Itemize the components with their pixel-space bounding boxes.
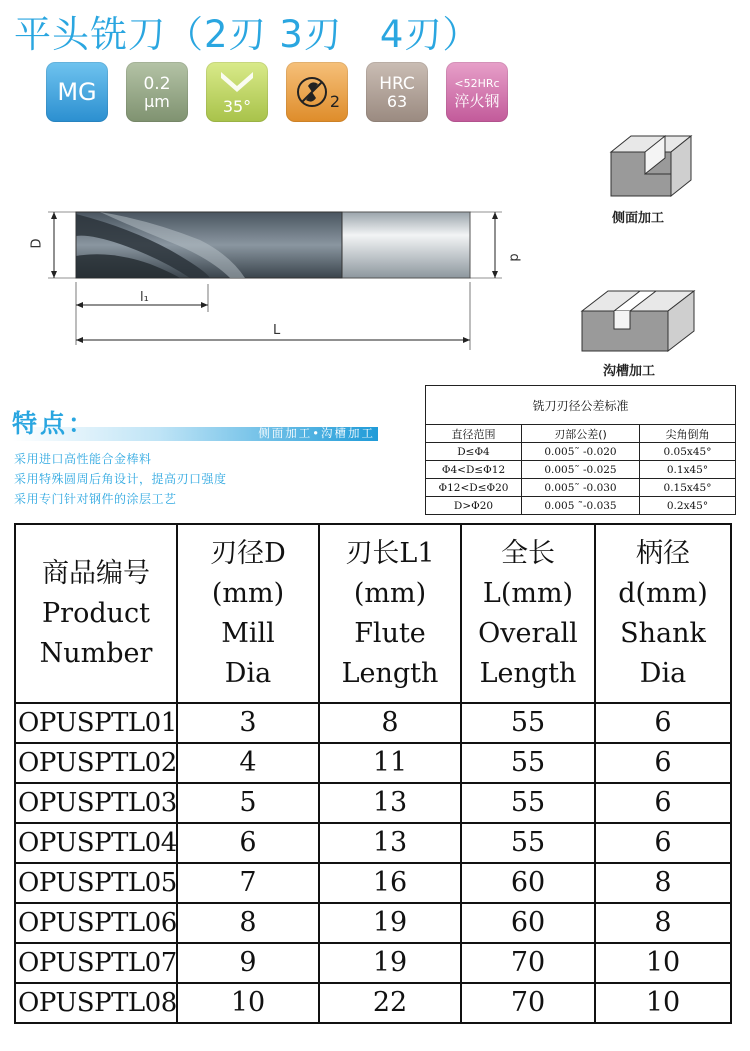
header-line: L(mm) — [482, 577, 574, 609]
tolerance-cell: 0.005˜ -0.025 — [522, 461, 640, 479]
feature-line: 采用专门针对钢件的涂层工艺 — [14, 492, 177, 506]
flute-length-cell: 19 — [319, 943, 461, 983]
badge-text: μm — [144, 91, 170, 111]
product-number-cell: OPUSPTL04 — [15, 823, 177, 863]
header-line: 柄径 — [636, 537, 690, 569]
table-row — [15, 903, 731, 943]
header-line: Mill — [221, 617, 275, 649]
tolerance-cell: D>Φ20 — [426, 497, 522, 515]
header-line: Shank — [620, 617, 706, 649]
grain-size-badge — [126, 62, 188, 122]
flute-length-cell: 19 — [319, 903, 461, 943]
product-number-cell: OPUSPTL06 — [15, 903, 177, 943]
tolerance-row — [426, 479, 736, 497]
tolerance-cell: Φ4<D≤Φ12 — [426, 461, 522, 479]
shank-dia-cell: 8 — [595, 903, 731, 943]
header-line: Flute — [354, 617, 426, 649]
product-number-cell: OPUSPTL03 — [15, 783, 177, 823]
overall-length-cell: 70 — [461, 943, 595, 983]
badge-text: 淬火钢 — [454, 91, 500, 110]
header-line: 全长 — [501, 537, 555, 569]
header-line: Dia — [224, 657, 272, 689]
header-line: 刃长L1 — [345, 537, 435, 569]
shank-dia-cell: 6 — [595, 703, 731, 743]
header-line: (mm) — [211, 577, 285, 609]
shank-dia-cell: 10 — [595, 943, 731, 983]
table-row — [15, 743, 731, 783]
features-subtitle: 侧面加工•沟槽加工 — [258, 426, 375, 440]
header-line: Product — [42, 597, 150, 629]
mill-dia-cell: 9 — [177, 943, 319, 983]
badge-text: <52HRc — [454, 76, 500, 90]
dimension-label-d: d — [506, 253, 522, 262]
tolerance-cell: 0.1x45° — [640, 461, 736, 479]
header-line: 刃径D — [210, 537, 286, 569]
shank-dia-cell: 6 — [595, 743, 731, 783]
mill-dia-cell: 4 — [177, 743, 319, 783]
flute-length-cell: 13 — [319, 783, 461, 823]
product-number-cell: OPUSPTL08 — [15, 983, 177, 1023]
header-line: d(mm) — [618, 577, 708, 609]
table-row — [15, 863, 731, 903]
tolerance-header: 尖角倒角 — [640, 425, 736, 443]
flute-length-cell: 11 — [319, 743, 461, 783]
table-row — [15, 783, 731, 823]
tolerance-header: 刃部公差() — [522, 425, 640, 443]
product-table-header — [15, 524, 731, 703]
badge-text: 0.2 — [143, 73, 171, 94]
mill-dia-cell: 5 — [177, 783, 319, 823]
product-number-cell: OPUSPTL07 — [15, 943, 177, 983]
feature-line: 采用特殊圆周后角设计，提高刃口强度 — [14, 472, 227, 486]
tolerance-row — [426, 497, 736, 515]
flute-cross-section-icon — [294, 74, 330, 110]
mill-dia-cell: 7 — [177, 863, 319, 903]
tolerance-table — [425, 385, 736, 515]
mill-dia-cell: 10 — [177, 983, 319, 1023]
overall-length-cell: 55 — [461, 703, 595, 743]
tolerance-cell: 0.005˜ -0.030 — [522, 479, 640, 497]
page-title: 平头铣刀（2刃 3刃 4刃） — [14, 13, 481, 56]
tolerance-cell: 0.2x45° — [640, 497, 736, 515]
table-row — [15, 943, 731, 983]
header-shank-dia — [595, 524, 731, 703]
flute-count-badge — [286, 62, 348, 122]
overall-length-cell: 60 — [461, 863, 595, 903]
flute-length-cell: 22 — [319, 983, 461, 1023]
tolerance-row — [426, 443, 736, 461]
tolerance-cell: 0.005˜ -0.020 — [522, 443, 640, 461]
slot-machining-icon — [578, 285, 698, 357]
overall-length-cell: 55 — [461, 743, 595, 783]
badge-text: 35° — [222, 96, 252, 116]
tolerance-cell: 0.15x45° — [640, 479, 736, 497]
tolerance-cell: Φ12<D≤Φ20 — [426, 479, 522, 497]
table-row — [15, 983, 731, 1023]
helix-angle-badge — [206, 62, 268, 122]
side-machining-icon — [605, 130, 695, 205]
table-row — [15, 823, 731, 863]
header-overall-length — [461, 524, 595, 703]
overall-length-cell: 70 — [461, 983, 595, 1023]
header-flute-length — [319, 524, 461, 703]
product-number-cell: OPUSPTL01 — [15, 703, 177, 743]
header-mill-dia — [177, 524, 319, 703]
dimension-label-l1: l₁ — [140, 290, 149, 305]
badge-text: 2 — [329, 92, 341, 111]
header-product-number — [15, 524, 177, 703]
header-line: Overall — [478, 617, 578, 649]
hardened-steel-badge — [446, 62, 508, 122]
badge-text: HRC — [379, 73, 415, 94]
side-machining-label: 侧面加工 — [612, 211, 665, 226]
mg-coating-badge — [46, 62, 108, 122]
overall-length-cell: 55 — [461, 783, 595, 823]
shank-dia-cell: 6 — [595, 823, 731, 863]
shank-dia-cell: 8 — [595, 863, 731, 903]
mill-dia-cell: 3 — [177, 703, 319, 743]
tolerance-cell: 0.05x45° — [640, 443, 736, 461]
helix-angle-icon — [217, 70, 257, 98]
hardness-badge — [366, 62, 428, 122]
header-line: 商品编号 — [42, 557, 150, 589]
header-line: Number — [39, 637, 153, 669]
slot-machining-label: 沟槽加工 — [603, 364, 656, 379]
table-row — [15, 703, 731, 743]
flute-length-cell: 8 — [319, 703, 461, 743]
product-table — [14, 523, 732, 1024]
overall-length-cell: 60 — [461, 903, 595, 943]
badge-text: MG — [57, 78, 97, 106]
product-number-cell: OPUSPTL02 — [15, 743, 177, 783]
tolerance-cell: 0.005 ˜-0.035 — [522, 497, 640, 515]
header-line: Length — [479, 657, 577, 689]
features-title: 特点： — [12, 409, 97, 438]
feature-line: 采用进口高性能合金棒料 — [14, 452, 152, 466]
header-line: Dia — [639, 657, 687, 689]
tolerance-header: 直径范围 — [426, 425, 522, 443]
flute-length-cell: 13 — [319, 823, 461, 863]
shank-dia-cell: 6 — [595, 783, 731, 823]
badge-text: 63 — [386, 91, 408, 111]
tolerance-cell: D≤Φ4 — [426, 443, 522, 461]
dimension-label-L: L — [273, 323, 281, 338]
mill-dia-cell: 6 — [177, 823, 319, 863]
product-number-cell: OPUSPTL05 — [15, 863, 177, 903]
flute-length-cell: 16 — [319, 863, 461, 903]
tolerance-table-title: 铣刀刃径公差标准 — [426, 386, 736, 425]
shank-dia-cell: 10 — [595, 983, 731, 1023]
dimension-label-D: D — [29, 238, 45, 249]
tolerance-row — [426, 461, 736, 479]
header-line: Length — [341, 657, 439, 689]
mill-dia-cell: 8 — [177, 903, 319, 943]
overall-length-cell: 55 — [461, 823, 595, 863]
header-line: (mm) — [353, 577, 427, 609]
